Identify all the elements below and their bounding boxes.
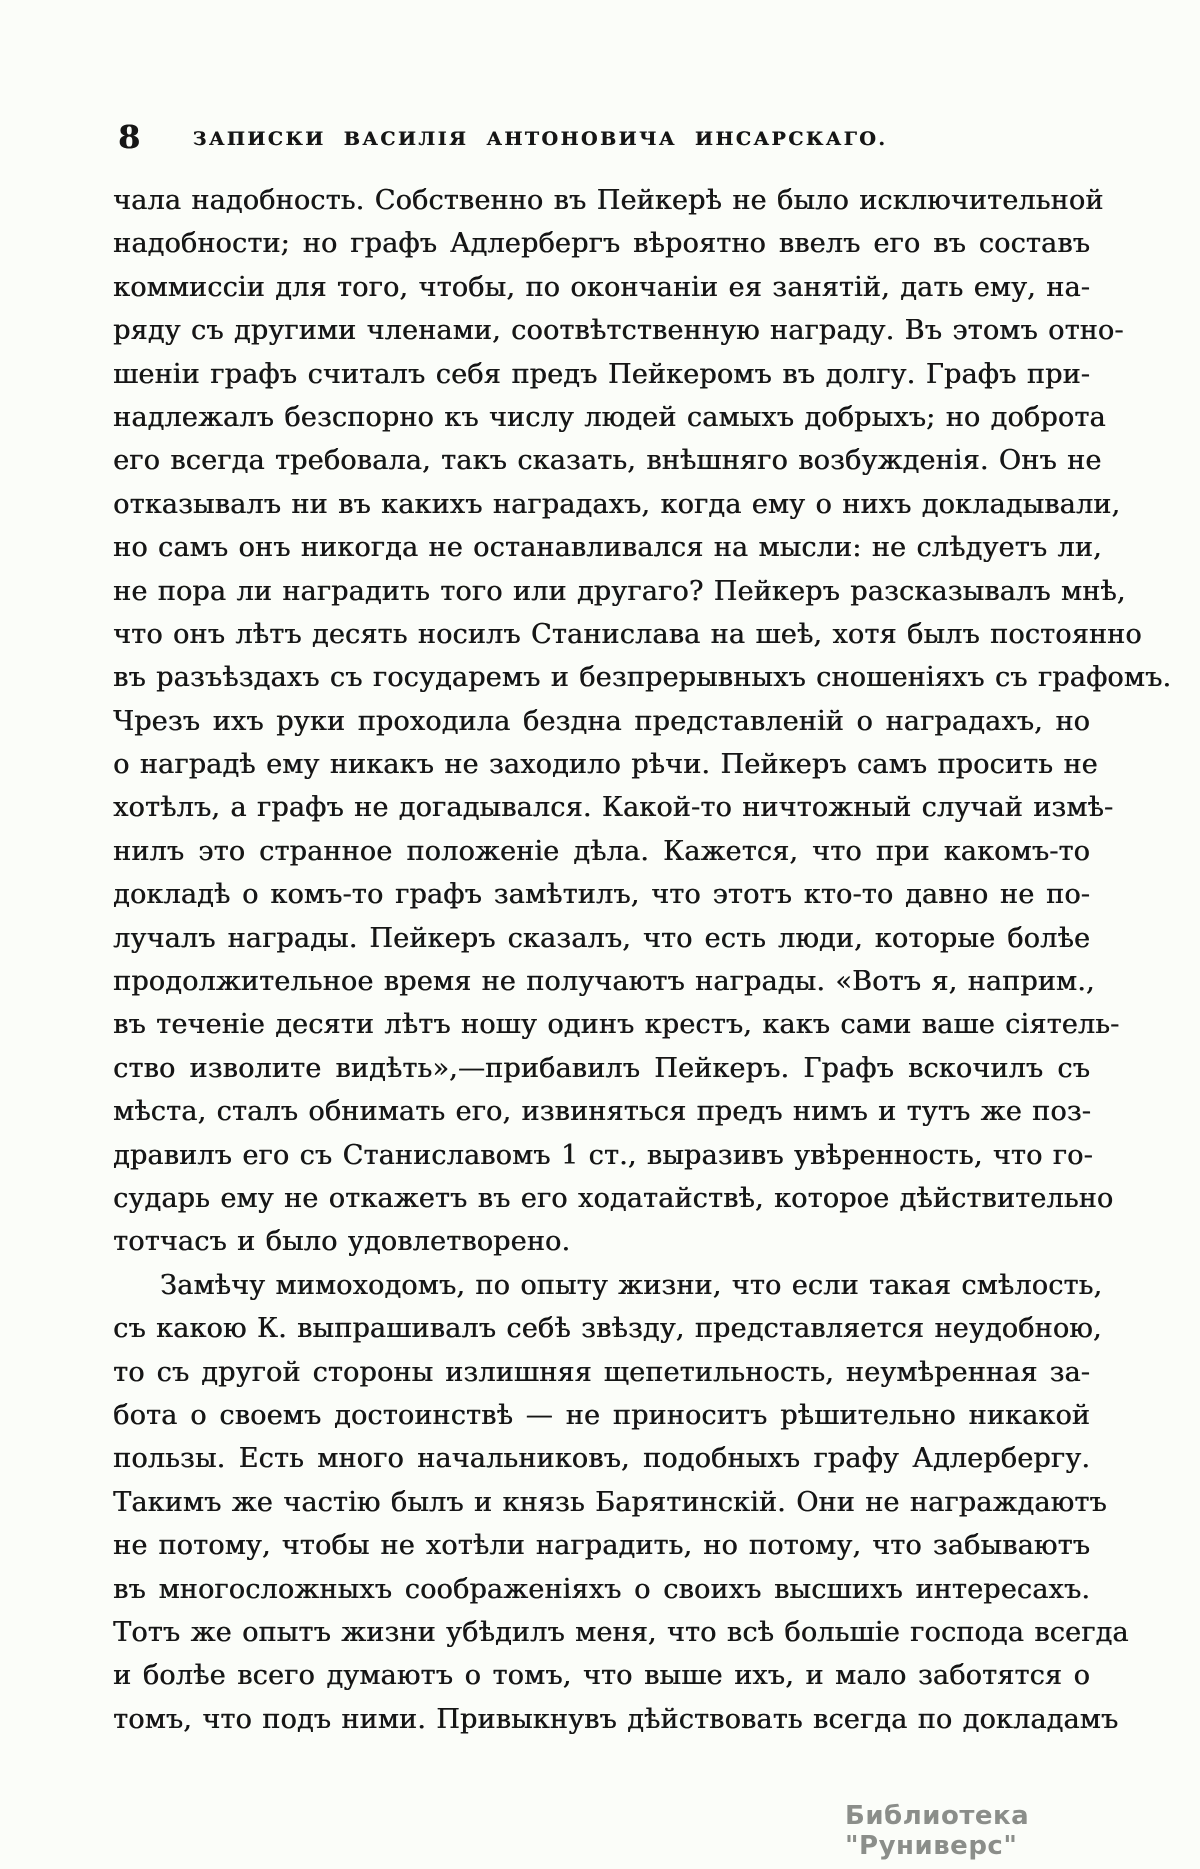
text-line: въ теченіе десяти лѣтъ ношу одинъ крестъ, какъ сами ваше сіятель- bbox=[113, 1009, 1120, 1041]
text-line: Тотъ же опытъ жизни убѣдилъ меня, что всѣ большіе господа всегда bbox=[113, 1616, 1129, 1648]
text-line: продолжительное время не получаютъ награды. «Вотъ я, наприм., bbox=[113, 966, 1095, 998]
text-line: нилъ это странное положеніе дѣла. Кажется, что при какомъ-то bbox=[113, 835, 1090, 867]
text-line: пользы. Есть много начальниковъ, подобныхъ графу Адлербергу. bbox=[113, 1443, 1090, 1475]
text-line: надлежалъ безспорно къ числу людей самыхъ добрыхъ; но доброта bbox=[113, 401, 1106, 433]
text-line: томъ, что подъ ними. Привыкнувъ дѣйствовать всегда по докладамъ bbox=[113, 1703, 1119, 1735]
text-line: ряду съ другими членами, соотвѣтственную награду. Въ этомъ отно- bbox=[113, 315, 1124, 347]
text-line: въ многосложныхъ соображеніяхъ о своихъ высшихъ интересахъ. bbox=[113, 1573, 1090, 1605]
library-watermark: Библиотека "Руниверс" bbox=[845, 1801, 1030, 1861]
paragraph bbox=[113, 1264, 1129, 1741]
text-line: то съ другой стороны излишняя щепетильность, неумѣренная за- bbox=[113, 1356, 1090, 1388]
text-line: о наградѣ ему никакъ не заходило рѣчи. Пейкеръ самъ просить не bbox=[113, 749, 1098, 781]
text-line: Замѣчу мимоходомъ, по опыту жизни, что если такая смѣлость, bbox=[160, 1269, 1103, 1301]
text-line: въ разъѣздахъ съ государемъ и безпрерывныхъ сношеніяхъ съ графомъ. bbox=[113, 662, 1172, 694]
text-line: сударь ему не откажетъ въ его ходатайствѣ, которое дѣйствительно bbox=[113, 1182, 1114, 1214]
text-line: коммиссіи для того, чтобы, по окончаніи ея занятій, дать ему, на- bbox=[113, 271, 1090, 303]
text-line: чала надобность. Собственно въ Пейкерѣ не было исключительной bbox=[113, 185, 1104, 216]
text-line: Чрезъ ихъ руки проходила бездна представленій о наградахъ, но bbox=[113, 705, 1090, 737]
paragraph bbox=[113, 179, 1172, 1264]
text-line: тотчасъ и было удовлетворено. bbox=[113, 1226, 571, 1258]
text-line: не потому, чтобы не хотѣли наградить, но потому, что забываютъ bbox=[113, 1530, 1090, 1562]
text-line: лучалъ награды. Пейкеръ сказалъ, что есть люди, которые болѣе bbox=[113, 922, 1090, 954]
text-line: Такимъ же частію былъ и князь Барятинскій. Они не награждаютъ bbox=[113, 1486, 1107, 1518]
running-header: ЗАПИСКИ ВАСИЛІЯ АНТОНОВИЧА ИНСАРСКАГО. bbox=[192, 128, 888, 150]
text-line: хотѣлъ, а графъ не догадывался. Какой-то ничтожный случай измѣ- bbox=[113, 792, 1114, 824]
text-line: докладѣ о комъ-то графъ замѣтилъ, что этотъ кто-то давно не по- bbox=[113, 879, 1090, 911]
text-line: но самъ онъ никогда не останавливался на мысли: не слѣдуетъ ли, bbox=[113, 532, 1102, 564]
body-text bbox=[113, 179, 1172, 1741]
page-number: 8 bbox=[118, 118, 141, 156]
text-line: дравилъ его съ Станиславомъ 1 ст., выразивъ увѣренность, что го- bbox=[113, 1139, 1093, 1171]
text-line: мѣста, сталъ обнимать его, извиняться предъ нимъ и тутъ же поз- bbox=[113, 1096, 1091, 1128]
text-line: шеніи графъ считалъ себя предъ Пейкеромъ въ долгу. Графъ при- bbox=[113, 358, 1090, 390]
text-line: бота о своемъ достоинствѣ — не приноситъ рѣшительно никакой bbox=[113, 1399, 1090, 1431]
text-line: не пора ли наградить того или другаго? Пейкеръ разсказывалъ мнѣ, bbox=[113, 575, 1126, 607]
text-line: что онъ лѣтъ десять носилъ Станислава на шеѣ, хотя былъ постоянно bbox=[113, 618, 1142, 650]
text-line: отказывалъ ни въ какихъ наградахъ, когда ему о нихъ докладывали, bbox=[113, 488, 1121, 520]
text-line: его всегда требовала, такъ сказать, внѣшняго возбужденія. Онъ не bbox=[113, 445, 1102, 477]
text-line: ство изволите видѣть»,—прибавилъ Пейкеръ. Графъ вскочилъ съ bbox=[113, 1052, 1090, 1084]
text-line: съ какою К. выпрашивалъ себѣ звѣзду, представляется неудобною, bbox=[113, 1313, 1102, 1345]
text-line: надобности; но графъ Адлербергъ вѣроятно ввелъ его въ составъ bbox=[113, 228, 1090, 260]
text-line: и болѣе всего думаютъ о томъ, что выше ихъ, и мало заботятся о bbox=[113, 1660, 1090, 1692]
